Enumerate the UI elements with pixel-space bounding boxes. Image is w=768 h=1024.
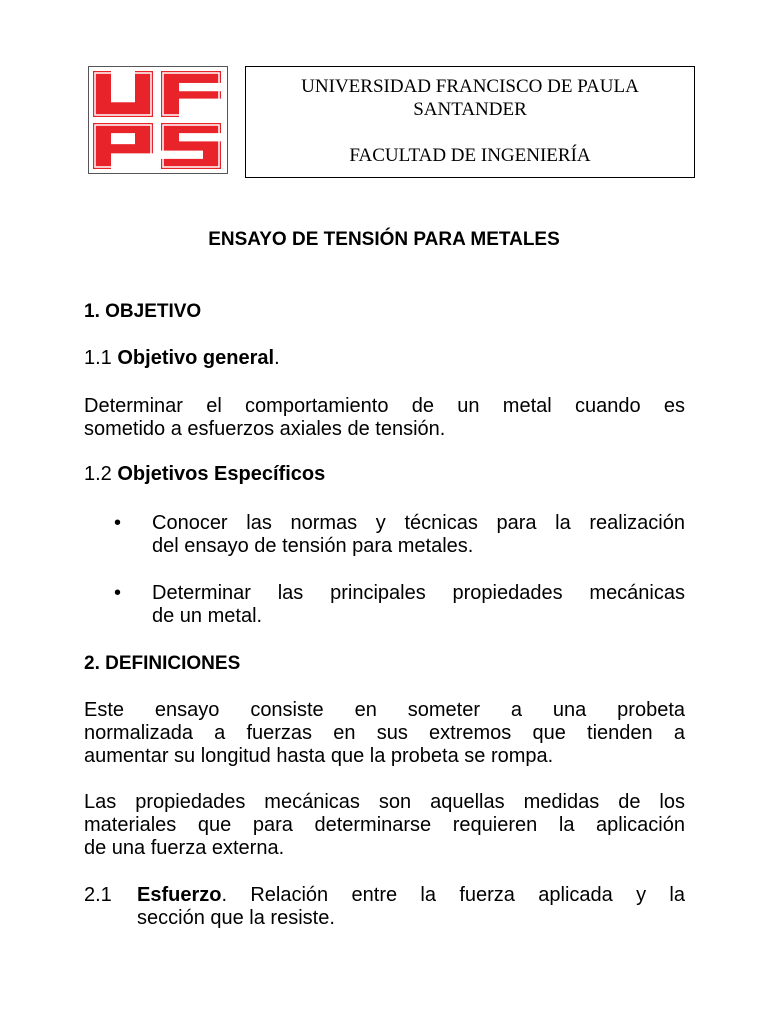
list-item [152,512,685,558]
subheading-label: Objetivos Específicos [117,463,326,485]
university-name [246,75,694,121]
document-title: ENSAYO DE TENSIÓN PARA METALES [208,229,560,250]
subheading-number: 1.1 [84,347,118,369]
university-line-1: UNIVERSIDAD FRANCISCO DE PAULA [301,76,639,97]
definition-rest: . Relación entre la fuerza aplicada y la [221,884,685,906]
subheading-dot: . [274,347,280,369]
subheading-objetivos-especificos [84,463,685,486]
heading-objetivo: 1. OBJETIVO [84,301,202,322]
logo-letter-s [161,123,221,169]
list-item-line: del ensayo de tensión para metales. [152,535,474,557]
paragraph-line: Este ensayo consiste en someter a una probeta [84,699,685,721]
logo-letter-p [93,123,153,169]
subheading-number: 1.2 [84,463,118,485]
list-item-line: Conocer las normas y técnicas para la realización [152,512,685,534]
subheading-label: Objetivo general [117,347,275,369]
paragraph-line: aumentar su longitud hasta que la probeta se rompa. [84,745,554,767]
paragraph-line: sometido a esfuerzos axiales de tensión. [84,418,446,440]
definition-term: Esfuerzo [137,884,222,906]
definition-line [137,884,685,907]
logo-letter-u [93,71,153,117]
paragraph-objetivo-general [84,395,685,441]
paragraph-line: normalizada a fuerzas en sus extremos que tienden a [84,722,685,744]
header-box [245,66,695,178]
university-line-2: SANTANDER [413,99,527,120]
paragraph-line: Determinar el comportamiento de un metal cuando es [84,395,685,417]
definition-esfuerzo [137,884,685,930]
list-item-line: de un metal. [152,605,263,627]
ufps-logo-graphic [89,67,227,173]
ufps-logo [88,66,228,174]
paragraph-definicion-2 [84,791,685,860]
list-item [152,582,685,628]
definition-line: sección que la resiste. [137,907,335,929]
paragraph-definicion-1 [84,699,685,768]
faculty-name: FACULTAD DE INGENIERÍA [349,145,591,166]
paragraph-line: de una fuerza externa. [84,837,285,859]
logo-letter-f [161,71,221,117]
ufps-logo-letters [93,71,221,169]
bullet-marker: • [114,582,122,604]
paragraph-line: Las propiedades mecánicas son aquellas medidas de los [84,791,685,813]
list-item-line: Determinar las principales propiedades mecánicas [152,582,685,604]
subheading-objetivo-general [84,347,685,370]
paragraph-line: materiales que para determinarse requieren la aplicación [84,814,685,836]
definition-number: 2.1 [84,884,112,906]
bullet-marker: • [114,512,122,534]
heading-definiciones: 2. DEFINICIONES [84,653,241,674]
